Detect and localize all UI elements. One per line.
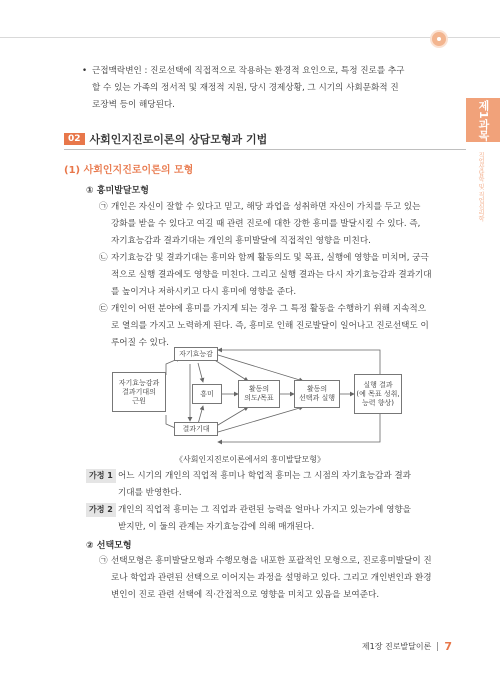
interest-model-diagram	[108, 344, 404, 446]
diagram-source-box: 자기효능감과 결과기대의 근원	[112, 372, 166, 412]
hypothesis-tag: 가정 1	[86, 469, 116, 483]
diagram-selection-box: 활동의 선택과 실행	[294, 380, 340, 408]
page-marker-dot-icon	[430, 30, 448, 48]
model1-item-2: ㉡ 자기효능감 및 결과기대는 흥미와 함께 활동의도 및 목표, 실행에 영향을 미치며, 궁극 적으로 실행 결과에도 영향을 미친다. 그리고 실행 결과는 다시 자기효능감과 결과기대 를 높이거나 저하시키고 다시 흥미에 영향을 준다.	[99, 253, 432, 297]
bullet-icon: •	[82, 66, 88, 76]
side-section-label: 직업상담학 및 직업심리학	[477, 152, 484, 222]
hypothesis-tag: 가정 2	[86, 503, 116, 517]
diagram-caption: 《사회인지진로이론에서의 흥미발달모형》	[175, 455, 325, 464]
page-footer	[362, 640, 452, 653]
footer-chapter: 제1장 진로발달이론	[361, 642, 432, 651]
header-rule	[0, 37, 500, 38]
section-number-badge: 02	[64, 133, 85, 145]
diagram-outcome-box: 결과기대	[174, 422, 218, 436]
section-title: 사회인지진로이론의 상담모형과 기법	[89, 133, 268, 146]
diagram-result-box: 실행 결과 (예 목표 성취, 능력 향상)	[354, 374, 402, 414]
model1-heading: ① 흥미발달모형	[86, 186, 149, 196]
model1-item-3: ㉢ 개인이 어떤 분야에 흥미를 가지게 되는 경우 그 특정 활동을 수행하기 위해 지속적으 로 열의를 가지고 노력하게 된다. 즉, 흥미로 인해 진로발달이 일어나고 진로선택도 이 루어질 수 있다.	[99, 304, 429, 348]
diagram-interest-box: 흥미	[192, 384, 222, 404]
section-heading	[64, 131, 267, 147]
page-number: 7	[444, 640, 452, 653]
model2-heading: ② 선택모형	[86, 541, 132, 551]
bullet-paragraph: • 근접맥락변인 : 진로선택에 직접적으로 작용하는 환경적 요인으로, 특정 진로를 추구 할 수 있는 가족의 정서적 및 재정적 지원, 당시 경제상황, 그 시기의 사회문화적 진 로장벽 등이 해당된다.	[82, 63, 462, 114]
section-rule	[64, 149, 466, 150]
diagram-self-efficacy-box: 자기효능감	[174, 347, 218, 361]
hypothesis-1: 가정 1 어느 시기의 개인의 직업적 흥미나 학업적 흥미는 그 시점의 자기효능감과 결과 기대를 반영한다.	[86, 468, 466, 502]
hypothesis-2: 가정 2 개인의 직업적 흥미는 그 직업과 관련된 능력을 얼마나 가지고 있는가에 영향을 받지만, 이 둘의 관계는 자기효능감에 의해 매개된다.	[86, 502, 466, 536]
model1-item-1: ㉠ 개인은 자신이 잘할 수 있다고 믿고, 해당 과업을 성취하면 자신이 가치를 두고 있는 강화를 받을 수 있다고 여길 때 관련 진로에 대한 강한 흥미를 발달시킬 수 있다. 즉, 자기효능감과 결과기대는 개인의 흥미발달에 직접적인 영향을 미친다.	[99, 202, 421, 246]
diagram-result-example-mark: (예	[356, 389, 366, 398]
diagram-intention-box: 활동의 의도/목표	[238, 380, 280, 408]
model2-item-1: ㉠ 선택모형은 흥미발달모형과 수행모형을 내포한 포괄적인 모형으로, 진로흥미발달이 진 로나 학업과 관련된 선택으로 이어지는 과정을 설명하고 있다. 그리고 개인변인과 환경 변인이 진로 관련 선택에 직·간접적으로 영향을 미치고 있음을 보여준다.	[99, 556, 432, 600]
subsection-title: (1) 사회인지진로이론의 모형	[64, 165, 194, 176]
footer-divider	[437, 642, 438, 651]
side-chapter-tab[interactable]: 제1과목	[466, 98, 500, 142]
